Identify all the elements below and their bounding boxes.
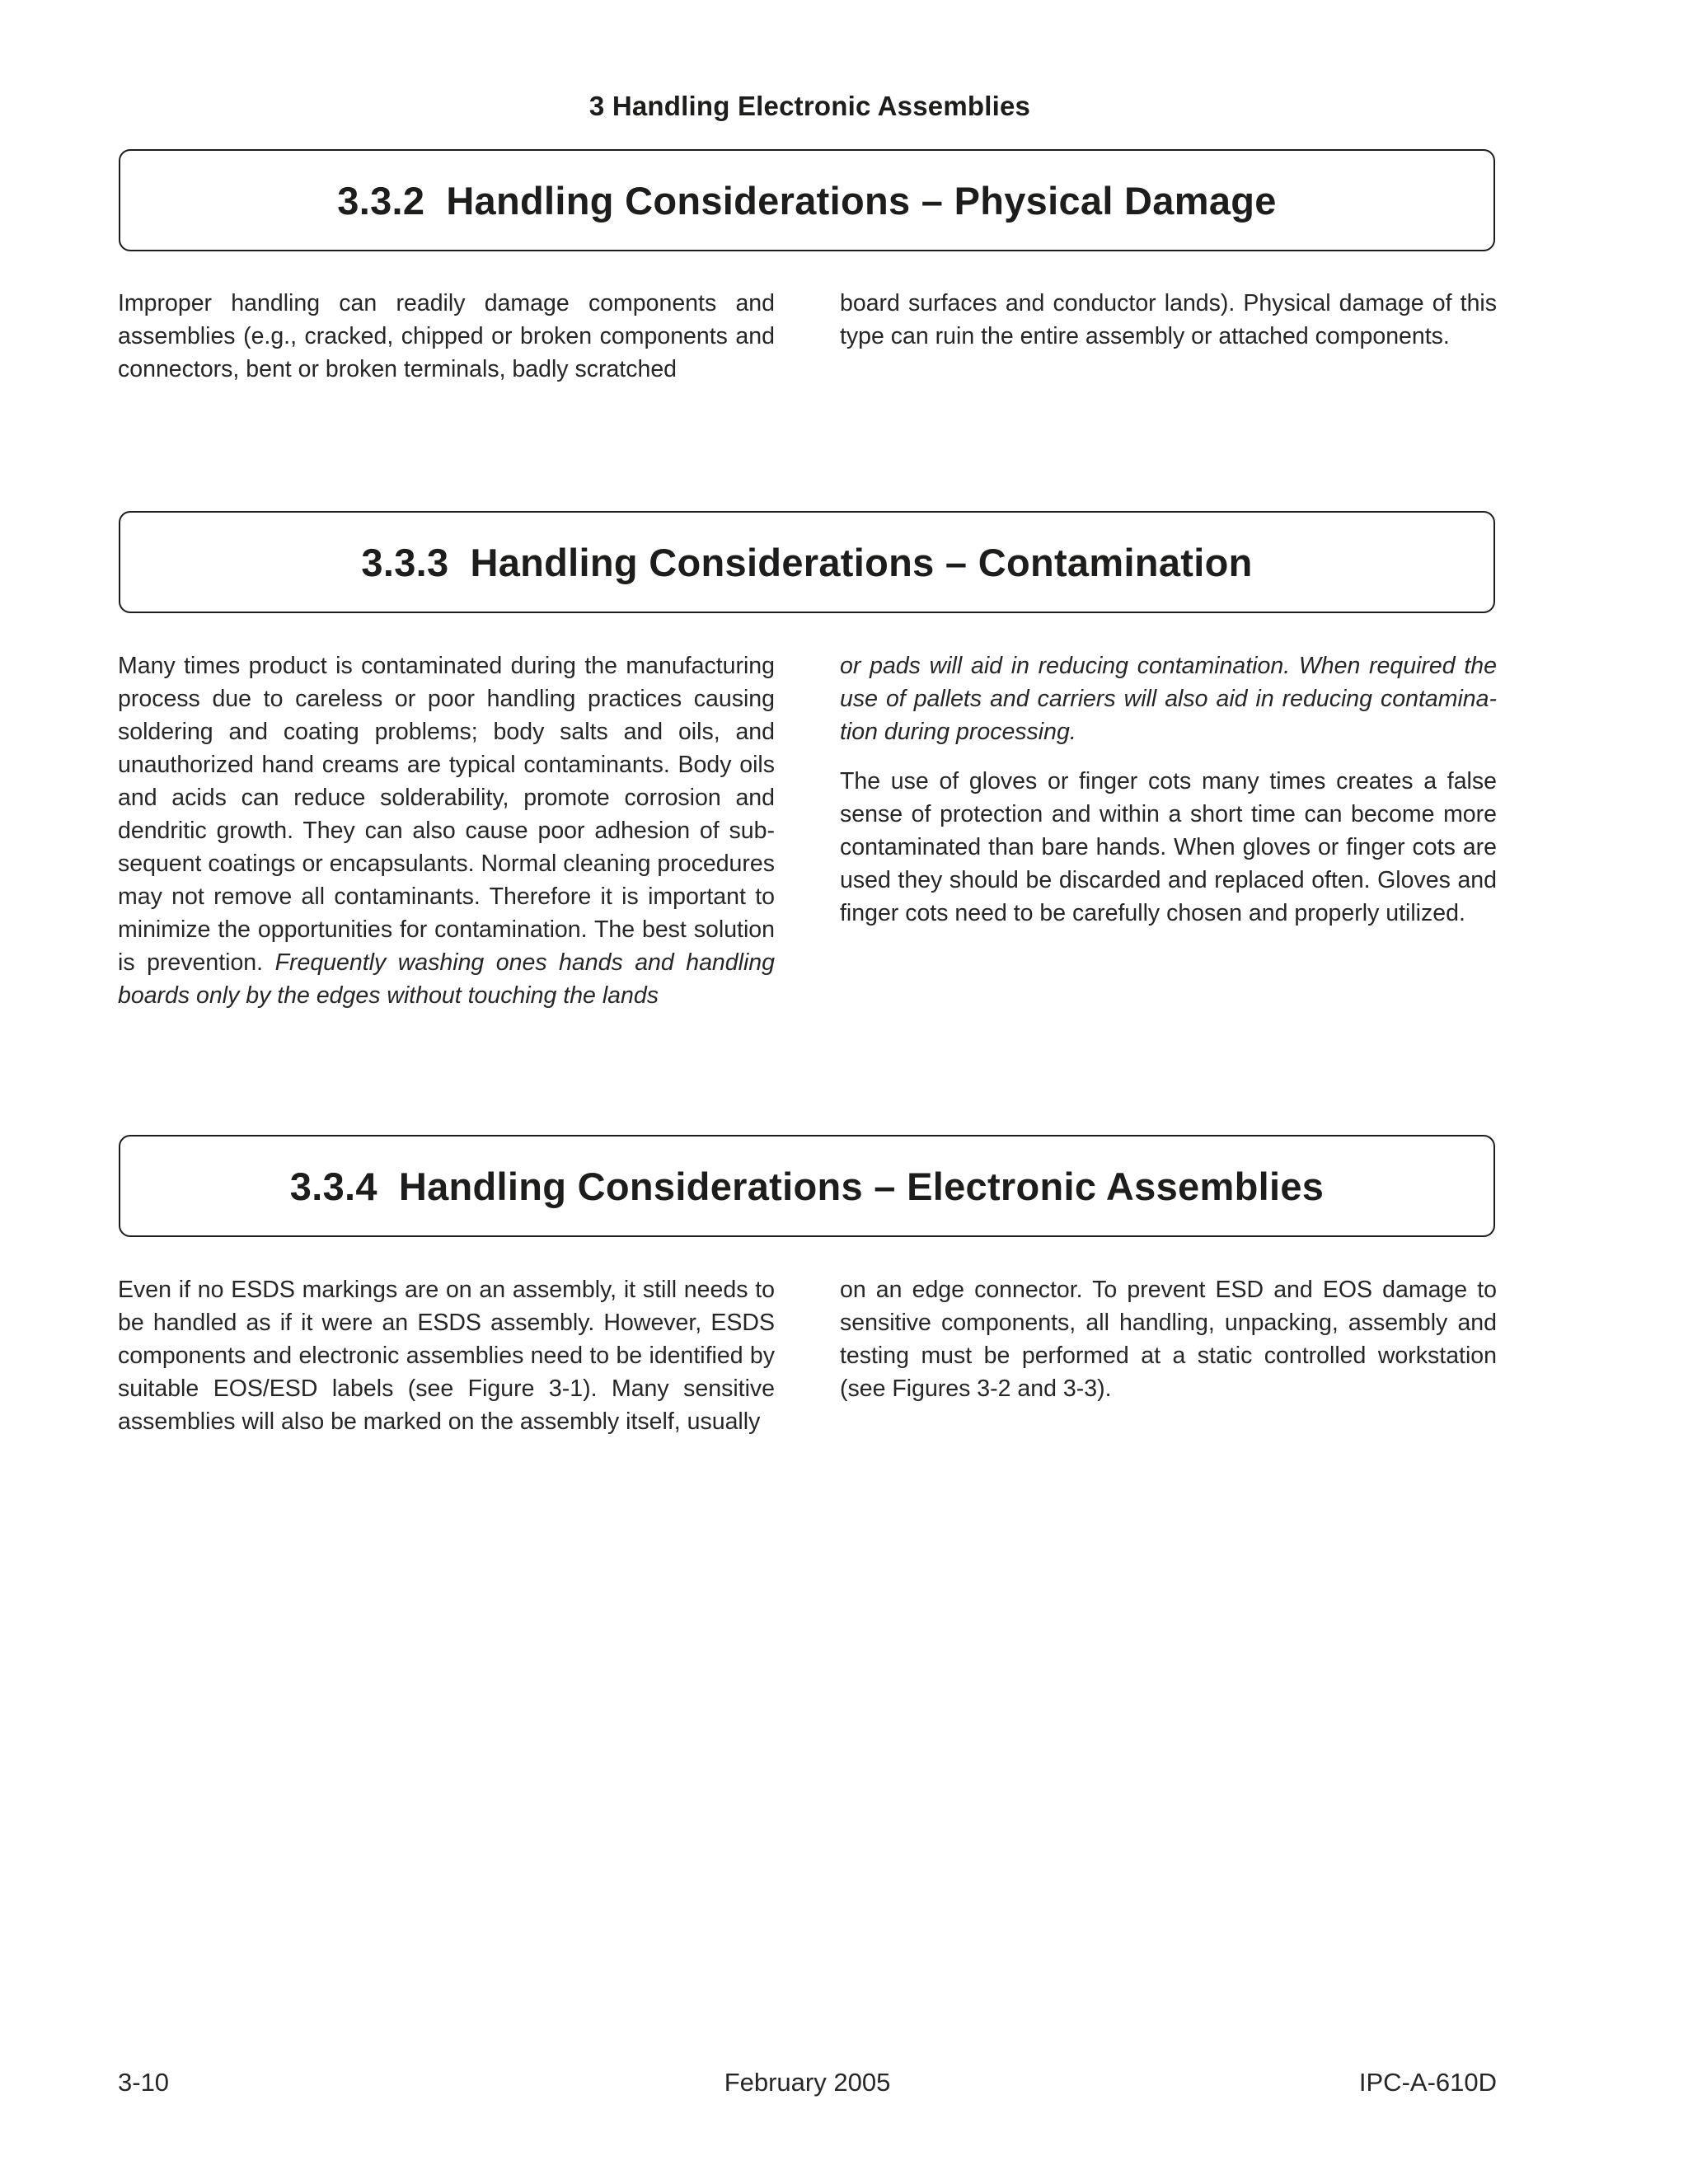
section-title: Handling Considerations – Electronic Assemblies (398, 1164, 1325, 1208)
paragraph (118, 1273, 775, 1438)
right-column (840, 649, 1497, 1029)
right-column (840, 287, 1497, 402)
section-heading (361, 540, 1252, 585)
paragraph-text: board surfaces and conductor lands). Physical damage of this type can ruin the entire assembly or attached components. (840, 290, 1497, 349)
paragraph (840, 649, 1497, 748)
paragraph (118, 649, 775, 1012)
footer-page-number: 3-10 (118, 2068, 170, 2097)
left-column (118, 1273, 775, 1455)
paragraph-text: Improper handling can readily damage components and assemblies (e.g., cracked, chipped or broken components and connectors, bent or broken terminals, badly scratched (118, 290, 775, 382)
paragraph-text: on an edge connector. To prevent ESD and EOS damage to sensitive components, all handling, unpacking, assembly and testing must be performed at a static controlled workstation (see Figures 3-2 and 3-3). (840, 1277, 1497, 1402)
section-number: 3.3.3 (361, 540, 449, 584)
section-title: Handling Considerations – Physical Damage (446, 178, 1277, 223)
left-column (118, 287, 775, 402)
section-heading-box-electronic-assemblies (119, 1135, 1495, 1237)
paragraph-italic-text: or pads will aid in reducing contamination. When required the use of pallets and carriers will also aid in reducing contamination during processing. (840, 653, 1497, 745)
paragraph (840, 1273, 1497, 1405)
section-body-physical-damage (118, 287, 1497, 402)
paragraph-text: The use of gloves or finger cots many times creates a false sense of protection and within a short time can become more contaminated than bare hands. When gloves or finger cots are used they should be discarded and replaced often. Gloves and finger cots need to be carefully chosen and properly utilized. (840, 768, 1497, 926)
section-heading-box-physical-damage (119, 149, 1495, 251)
paragraph (840, 765, 1497, 930)
section-title: Handling Considerations – Contamination (470, 540, 1253, 584)
section-body-electronic-assemblies (118, 1273, 1497, 1455)
footer-date: February 2005 (724, 2068, 891, 2097)
section-number: 3.3.4 (289, 1164, 377, 1208)
section-body-contamination (118, 649, 1497, 1029)
section-heading (290, 1164, 1324, 1209)
footer-doc-id: IPC-A-610D (1358, 2068, 1497, 2097)
paragraph-italic-text: Frequently washing ones hands and handling boards only by the edges without touching the lands (118, 949, 776, 1009)
right-column (840, 1273, 1497, 1455)
section-heading (337, 178, 1276, 223)
paragraph (118, 287, 775, 386)
section-heading-box-contamination (119, 511, 1495, 613)
left-column (118, 649, 775, 1029)
paragraph (840, 287, 1497, 353)
paragraph-text: Even if no ESDS markings are on an assembly, it still needs to be handled as if it were an ESDS assembly. However, ESDS components and electronic assemblies need to be identified by suitable EOS/ESD labels (see Figure 3-1). Many sensitive assemblies will also be marked on the assembly itself, usually (118, 1277, 775, 1435)
section-number: 3.3.2 (337, 178, 425, 223)
paragraph-text: Many times product is contaminated during the manufacturing process due to careless or poor handling practices causing soldering and coating problems; body salts and oils, and unauthorized hand creams are typical contaminants. Body oils and acids can reduce solderability, promote corrosion and dendritic growth. They can also cause poor adhesion of subsequent coatings or encapsulants. Normal cleaning procedures may not remove all contaminants. Therefore it is important to minimize the opportunities for contamination. The best solution is prevention. (118, 653, 775, 976)
running-head: 3 Handling Electronic Assemblies (588, 91, 1031, 121)
